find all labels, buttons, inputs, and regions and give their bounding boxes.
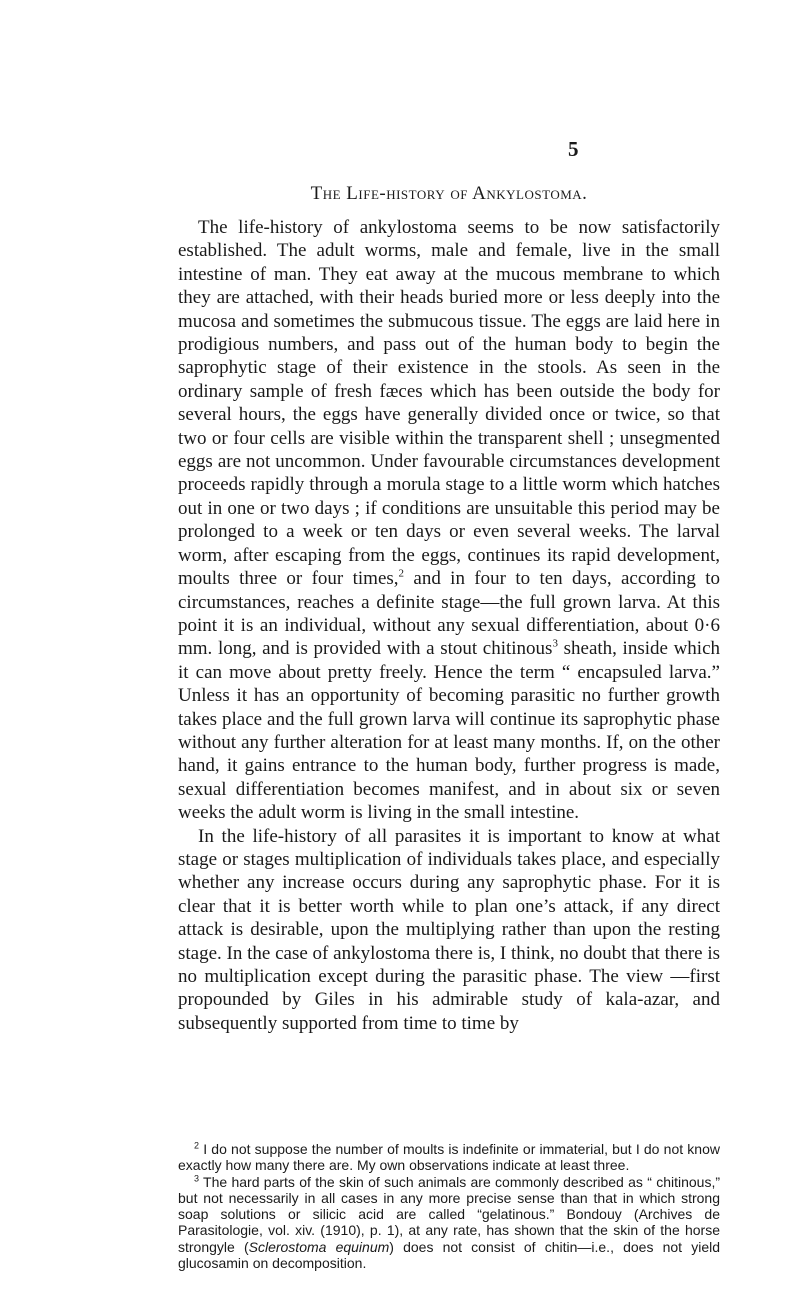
- page-number: 5: [568, 137, 579, 161]
- paragraph-2: In the life-history of all parasites it is important to know at what stage or stages multiplication of individuals takes place, and especially whether any increase occurs during any saprophytic phase. For it is clear that it is better worth while to plan one’s attack, if any direct attack is desirable, upon the multiplying rather than upon the resting stage. In the case of ankylostoma there is, I think, no doubt that there is no multiplication except during the parasitic phase. The view —first propounded by Giles in his admirable study of kala-azar, and subsequently supported from time to time by: [178, 825, 720, 1034]
- footnote-ref-3: 3: [552, 637, 558, 650]
- body-text: [178, 216, 720, 1035]
- footnote-2-text: I do not suppose the number of moults is indefinite or immaterial, but I do not know exactly how many there are. My own observations indicate at least three.: [178, 1141, 720, 1174]
- footnote-ref-2: 2: [398, 567, 405, 580]
- footnote-mark-2: 2: [194, 1140, 200, 1151]
- footnote-3-text-a: The hard parts of the skin of such animals are commonly described as “ chitinous,” but not necessarily in all cases in any more precise sense than that in which strong soap solutions or silicic acid are called “gelatinous.” Bondouy (Archives de Parasitologie, vol. xiv. (1910), p. 1), at any rate, has shown that the skin of the horse strongyle (: [178, 1173, 720, 1255]
- footnote-mark-3: 3: [194, 1172, 200, 1183]
- footnote-3-text-b: ) does not consist of chitin—i.e., does not yield glucosamin on decomposition.: [178, 1238, 721, 1272]
- footnotes: [178, 1141, 720, 1271]
- paragraph-1: [178, 216, 720, 825]
- footnote-3-species: Sclerostoma equinum: [248, 1238, 390, 1255]
- paragraph-1-part-b: and in four to ten days, according to circumstances, reaches a definite stage—the full grown larva. At this point it is an individual, without any sexual differentiation, about 0·6 mm. long, and is provided with a stout chitinous: [178, 568, 720, 660]
- page-title: The Life-history of Ankylostoma.: [310, 183, 588, 204]
- footnote-2: [178, 1141, 720, 1174]
- paragraph-1-part-a: The life-history of ankylostoma seems to be now satisfactorily established. The adult worms, male and female, live in the small intestine of man. They eat away at the mucous membrane to which they are attached, with their heads buried more or less deeply into the mucosa and sometimes the submucous tissue. The eggs are laid here in prodigious numbers, and pass out of the human body to begin the saprophytic stage of their existence in the stools. As seen in the ordinary sample of fresh fæces which has been outside the body for several hours, the eggs have generally divided once or twice, so that two or four cells are visible within the transparent shell ; unsegmented eggs are not uncommon. Under favourable circumstances development proceeds rapidly through a morula stage to a little worm which hatches out in one or two days ; if conditions are unsuitable this period may be prolonged to a week or ten days or even several weeks. The larval worm, after escaping from the eggs, continues its rapid development, moults three or four times,: [178, 217, 720, 590]
- footnote-3: [178, 1174, 720, 1272]
- paragraph-1-part-c: sheath, inside which it can move about pretty freely. Hence the term “ encapsuled larva.” Unless it has an opportunity of becoming parasitic no further growth takes place and the full grown larva will continue its saprophytic phase without any further alteration for at least many months. If, on the other hand, it gains entrance to the human body, further progress is made, sexual differentiation becomes manifest, and in about six or seven weeks the adult worm is living in the small intestine.: [178, 638, 721, 824]
